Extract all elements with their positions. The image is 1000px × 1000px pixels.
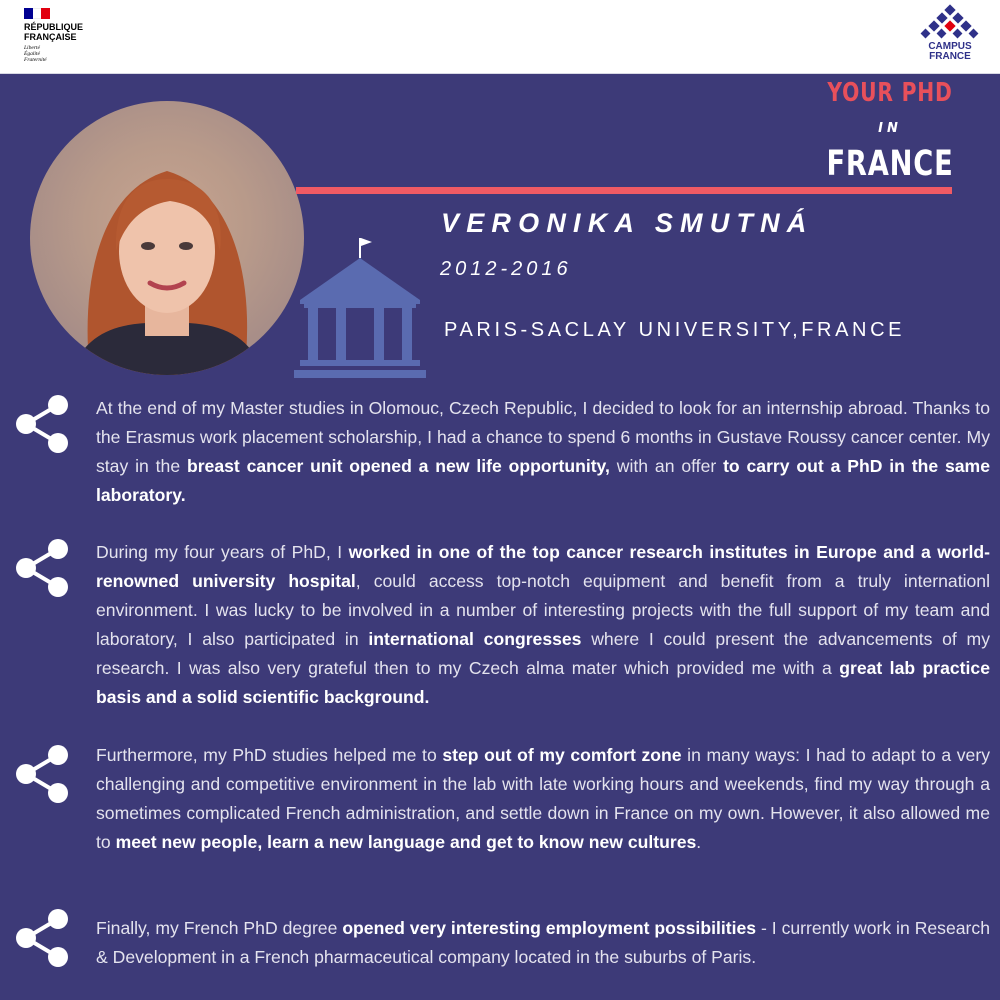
highlight: step out of my comfort zone xyxy=(442,745,682,765)
campus-line2: FRANCE xyxy=(929,51,971,62)
highlight: breast cancer unit opened a new life opportunity, xyxy=(186,456,610,476)
french-flag-icon xyxy=(24,8,50,19)
gov-name xyxy=(24,22,104,42)
share-icon xyxy=(12,536,72,600)
accent-divider xyxy=(296,187,952,194)
gov-motto-3: Fraternité xyxy=(24,57,47,63)
campus-france-name xyxy=(914,42,986,62)
text: in many ways: I had to adapt to a very challenging and competitive environment in the lab with late working hours and weekends, find my way through a sometimes complicated French administration, and settle down in France on my own. However, it also allowed me to xyxy=(96,745,990,852)
university-building-icon xyxy=(290,234,430,382)
gov-motto-2: Égalité xyxy=(24,51,40,57)
text: with an offer xyxy=(609,456,724,476)
highlight: great lab practice basis and a solid scientific background. xyxy=(96,658,991,707)
text: Finally, my French PhD degree xyxy=(96,918,343,938)
share-icon xyxy=(12,906,72,970)
phd-years: 2012-2016 xyxy=(440,258,572,280)
highlight: international congresses xyxy=(368,629,582,649)
campus-line1: CAMPUS xyxy=(928,41,972,52)
tagline-france: FRANCE xyxy=(826,144,954,184)
portrait-photo xyxy=(30,101,304,375)
portrait-illustration xyxy=(30,101,304,375)
text: During my four years of PhD, I xyxy=(96,542,349,562)
highlight: meet new people, learn a new language and get to know new cultures xyxy=(115,832,697,852)
text: . xyxy=(696,832,702,852)
paragraph-comfort-zone xyxy=(96,741,990,857)
text: - I currently work in Research & Development in a French pharmaceutical company located in the suburbs of Paris. xyxy=(96,918,990,967)
campus-france-diamond-icon xyxy=(914,4,986,42)
text: where I could present the advancements of my research. I was also very grateful then to my Czech alma mater which provided me with a xyxy=(96,629,990,678)
highlight: worked in one of the top cancer research institutes in Europe and a world-renowned university hospital xyxy=(96,542,990,591)
gov-name-line1: RÉPUBLIQUE xyxy=(24,22,84,32)
share-icon xyxy=(12,392,72,456)
gov-name-line2: FRANÇAISE xyxy=(24,32,77,42)
tagline-in: IN xyxy=(878,121,902,136)
person-name: VERONIKA SMUTNÁ xyxy=(441,208,814,238)
gov-motto xyxy=(24,45,104,63)
paragraph-employment xyxy=(96,914,990,972)
university-name: PARIS-SACLAY UNIVERSITY,FRANCE xyxy=(444,319,906,341)
campus-france-logo xyxy=(914,4,986,68)
paragraph-phd-years xyxy=(96,538,990,712)
header-bar xyxy=(0,0,1000,74)
paragraph-internship xyxy=(96,394,990,510)
highlight: to carry out a PhD in the same laboratory. xyxy=(96,456,990,505)
tagline-your-phd: YOUR PHD xyxy=(827,78,953,108)
highlight: opened very interesting employment possibilities xyxy=(342,918,757,938)
republique-francaise-logo xyxy=(24,8,104,68)
text: At the end of my Master studies in Olomouc, Czech Republic, I decided to look for an internship abroad. Thanks to the Erasmus work placement scholarship, I had a chance to spend 6 months in Gustave Roussy cancer center. My stay in the xyxy=(96,398,990,476)
gov-motto-1: Liberté xyxy=(24,45,40,51)
text: , could access top-notch equipment and benefit from a truly internationl environment. I was lucky to be involved in a number of interesting projects with the full support of my team and laboratory, I also participated in xyxy=(96,571,990,649)
share-icon xyxy=(12,742,72,806)
text: Furthermore, my PhD studies helped me to xyxy=(96,745,443,765)
